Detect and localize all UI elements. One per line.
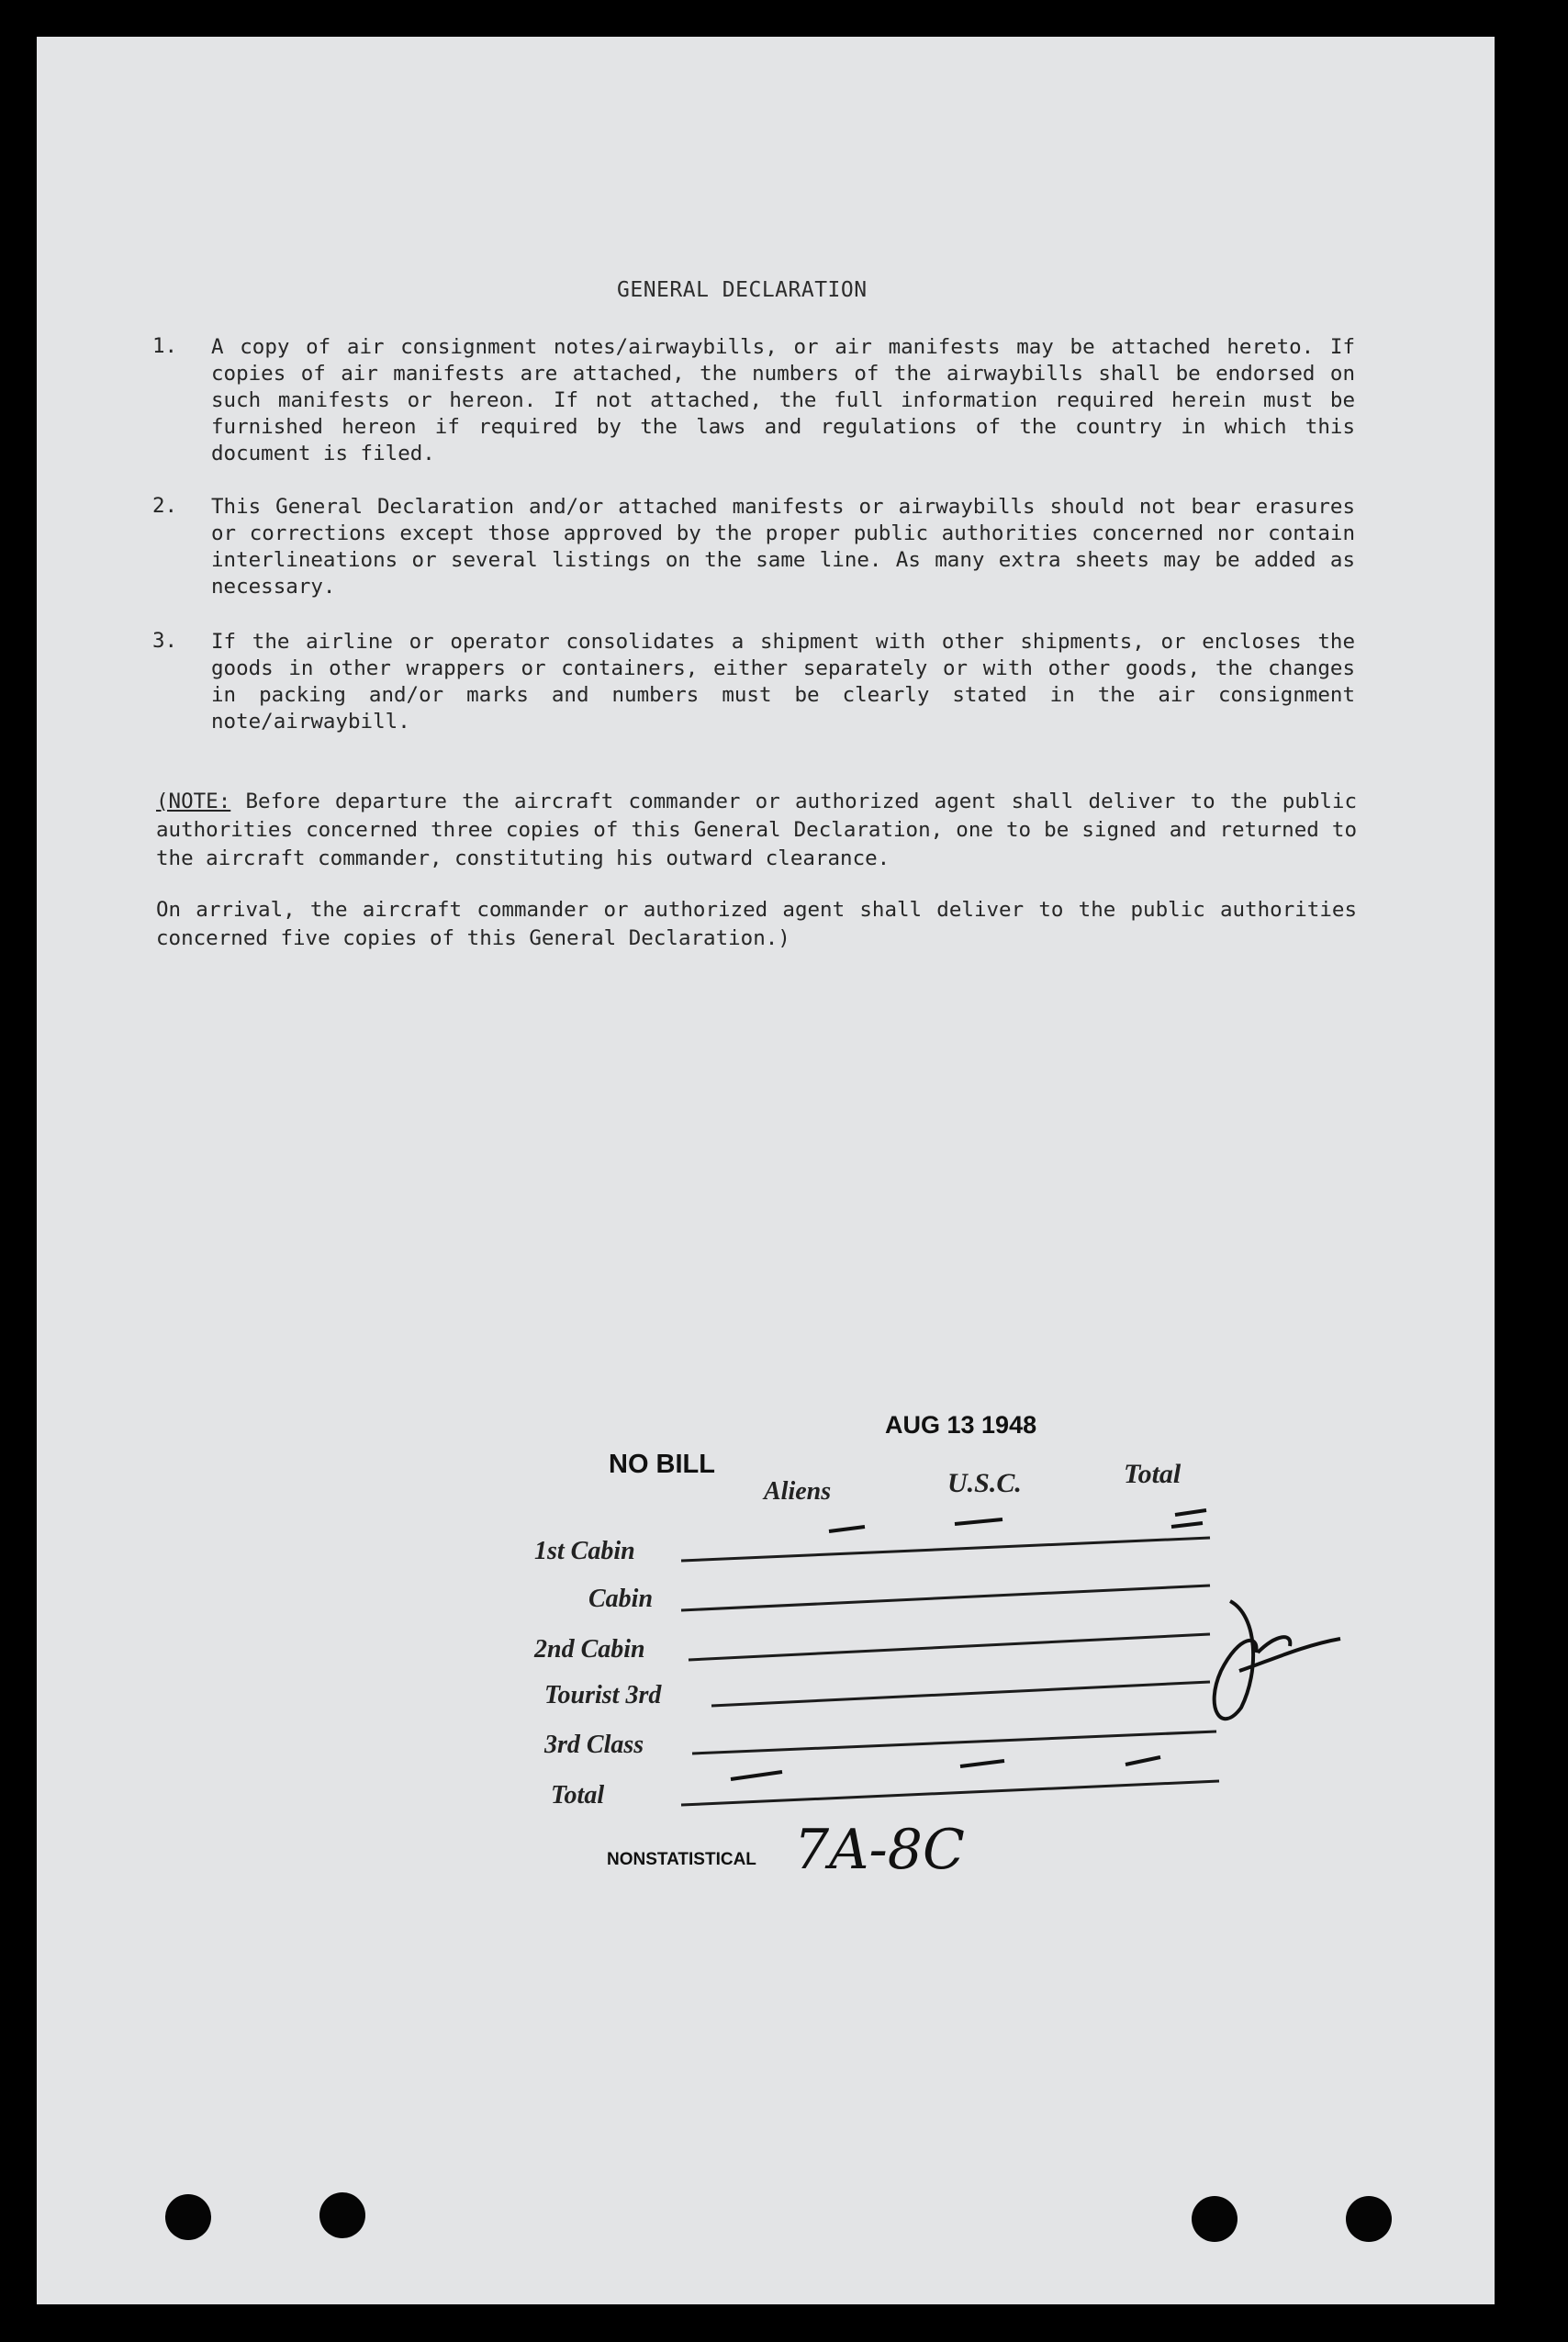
blank-line [681, 1781, 1219, 1805]
no-bill-stamp: NO BILL [609, 1450, 715, 1479]
dash-mark [1175, 1510, 1206, 1515]
nonstatistical-stamp: NONSTATISTICAL [607, 1850, 756, 1869]
dash-mark [960, 1761, 1004, 1766]
row-1st-cabin: 1st Cabin [534, 1537, 635, 1565]
column-usc: U.S.C. [947, 1468, 1022, 1498]
item-number: 1. [152, 334, 178, 358]
column-total: Total [1124, 1459, 1182, 1489]
dash-mark [1171, 1523, 1203, 1527]
arrival-paragraph: On arrival, the aircraft commander or authorized agent shall deliver to the public authorities concerned five copies of this General Declaration.) [156, 898, 1357, 950]
row-3rd-class: 3rd Class [544, 1731, 644, 1759]
dash-mark [829, 1527, 865, 1531]
item-text: A copy of air consignment notes/airwaybills, or air manifests may be attached hereto. If copies of air manifests are attached, the numbers of the airwaybills shall be endorsed on such manifests or hereon. If not attached, the full information required herein must be furnished hereon if required by the laws and regulations of the country in which this document is filed. [211, 335, 1355, 465]
note-text: Before departure the aircraft commander or authorized agent shall deliver to the public authorities concerned three copies of this General Declaration, one to be signed and returned to the aircraft commander, constituting his outward clearance. [156, 790, 1358, 870]
blank-line [692, 1731, 1216, 1754]
item-number: 3. [152, 629, 178, 653]
handwritten-code: 7A-8C [794, 1818, 965, 1882]
row-total: Total [551, 1781, 605, 1810]
row-2nd-cabin: 2nd Cabin [534, 1635, 645, 1664]
punch-hole [1346, 2196, 1392, 2242]
dash-mark [731, 1772, 782, 1779]
document-heading: GENERAL DECLARATION [617, 278, 868, 302]
blank-line [689, 1634, 1210, 1660]
note-label: (NOTE: [156, 790, 231, 813]
date-stamp: AUG 13 1948 [885, 1411, 1037, 1439]
punch-hole [1192, 2196, 1238, 2242]
handwritten-initials [1215, 1601, 1340, 1719]
blank-line [681, 1586, 1210, 1610]
column-aliens: Aliens [764, 1477, 832, 1506]
dash-mark [1126, 1757, 1160, 1765]
item-text: This General Declaration and/or attached manifests or airwaybills should not bear erasures or corrections except those approved by the proper public authorities concerned nor contain interlineations or several listings on the same line. As many extra sheets may be added as necessary. [211, 495, 1355, 599]
dash-mark [955, 1519, 1002, 1524]
item-number: 2. [152, 494, 178, 518]
blank-line [681, 1538, 1210, 1561]
item-text: If the airline or operator consolidates a shipment with other shipments, or encloses the goods in other wrappers or containers, either separately or with other goods, the changes in packing and/or marks and numbers must be clearly stated in the air consignment note/airwaybill. [211, 630, 1355, 734]
blank-line [711, 1682, 1210, 1706]
row-cabin: Cabin [588, 1585, 654, 1613]
row-tourist-3rd: Tourist 3rd [544, 1681, 662, 1709]
punch-hole [319, 2192, 365, 2238]
punch-hole [165, 2194, 211, 2240]
